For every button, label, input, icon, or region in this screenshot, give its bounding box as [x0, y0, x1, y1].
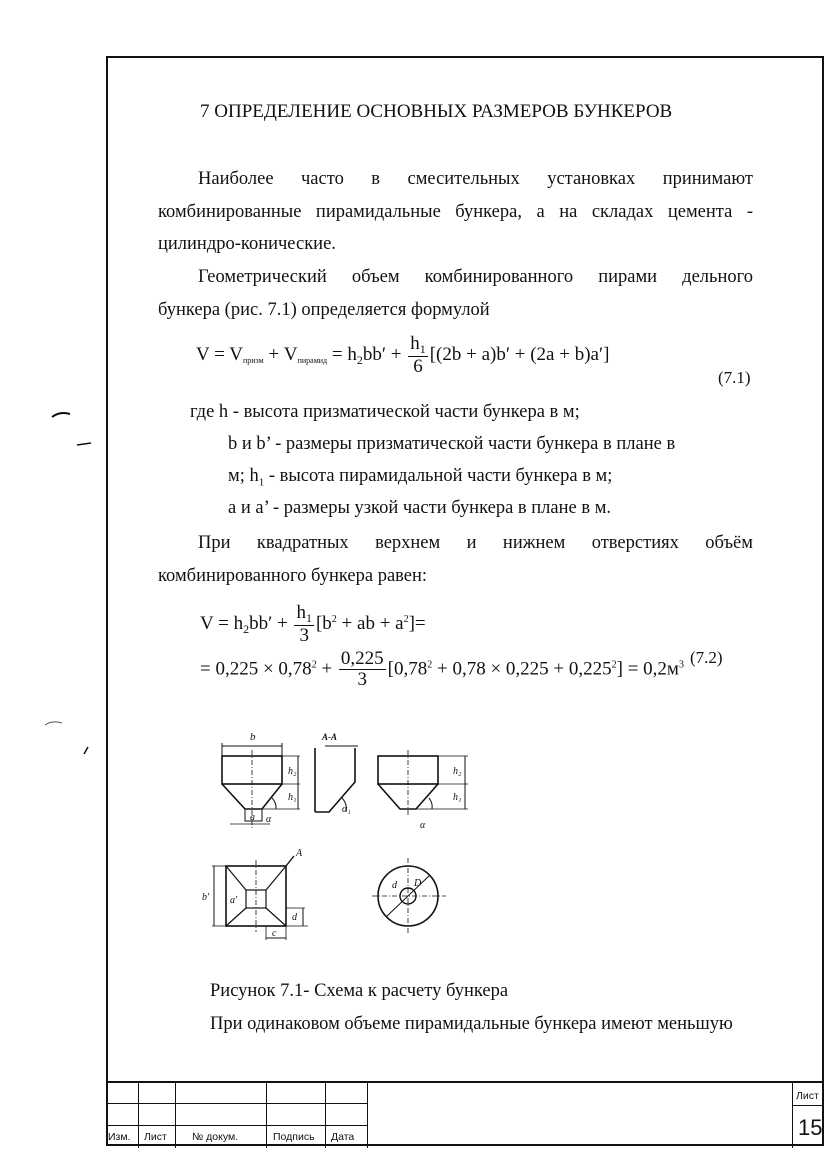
superscript: 2 — [331, 614, 337, 626]
fraction — [339, 649, 386, 691]
denominator: 3 — [357, 668, 368, 690]
last-line: При одинаковом объеме пирамидальные бункера имеют меньшую — [210, 1014, 733, 1034]
formula-7-2-line-1 — [200, 603, 426, 646]
word: пирамидальные — [315, 202, 441, 222]
formula-part: + ab + a — [336, 613, 404, 635]
formula-7-1 — [196, 334, 609, 377]
word: отверстиях — [591, 533, 679, 553]
label-bprime: b′ — [202, 892, 210, 903]
equation-number-7-2: (7.2) — [690, 648, 723, 667]
formula-subscript: пирамид — [297, 356, 328, 366]
bunker-plan-circle — [372, 858, 446, 934]
formula-7-2-line-2 — [200, 649, 684, 691]
word: нижнем — [502, 533, 566, 553]
label-a: a — [250, 812, 255, 823]
word: объем — [351, 267, 400, 287]
word: Геометрический — [198, 267, 327, 287]
definition-a: а и а’ - размеры узкой части бункера в плане в м. — [228, 498, 612, 518]
numerator: h — [410, 333, 420, 354]
superscript: 2 — [403, 614, 409, 626]
figure-caption: Рисунок 7.1- Схема к расчету бункера — [210, 981, 509, 1001]
numerator: 0,225 — [340, 648, 384, 669]
column-sheet — [792, 1083, 793, 1148]
figure-7-1 — [200, 720, 490, 955]
label-date: Дата — [331, 1131, 355, 1143]
definition-b: b и b’ - размеры призматической части бункера в плане в — [228, 434, 676, 454]
label-h2: h₂ — [288, 766, 297, 777]
numerator: h — [296, 602, 306, 623]
formula-part: = h — [327, 344, 357, 366]
word: - — [746, 202, 753, 222]
word: дельного — [682, 267, 753, 287]
superscript: 2 — [611, 659, 617, 671]
label-aprime: a′ — [230, 895, 238, 906]
numerator-subscript: 1 — [305, 611, 312, 625]
word: бункера, — [455, 202, 522, 222]
word: Наиболее — [198, 169, 274, 189]
formula-part: [(2b + a)b′ + (2a + b)a′] — [429, 344, 610, 366]
formula-subscript: призм — [242, 356, 264, 366]
fraction — [408, 334, 428, 377]
formula-part: bb′ + — [249, 613, 293, 635]
label-sign: Подпись — [273, 1131, 315, 1143]
label-alpha: α — [266, 814, 272, 825]
denominator: 3 — [299, 624, 309, 646]
divider — [792, 1105, 822, 1106]
bunker-plan-square — [212, 856, 308, 940]
paragraph-1-line-1 — [198, 170, 753, 189]
formula-part: + 0,78 × 0,225 + 0,225 — [432, 658, 612, 680]
label-h1: h₁ — [288, 792, 297, 803]
scan-marks — [0, 370, 100, 770]
label-h2-right: h₂ — [453, 766, 462, 777]
label-list: Лист — [144, 1131, 167, 1143]
word: пирами — [598, 267, 658, 287]
formula-part: V = V — [196, 344, 243, 366]
word: цемента — [667, 202, 733, 222]
formula-part: + V — [263, 344, 298, 366]
bunker-elevation-right — [378, 750, 468, 815]
label-alpha1: α₁ — [342, 804, 351, 815]
word: верхнем — [375, 533, 441, 553]
definition-h: где h - высота призматической части бункера в м; — [190, 402, 580, 422]
word: а — [536, 202, 545, 222]
denominator: 6 — [413, 355, 423, 377]
word: установках — [547, 169, 636, 189]
paragraph-2-line-1 — [198, 268, 753, 287]
sheet-label: Лист — [796, 1090, 819, 1102]
formula-subscript: 2 — [243, 622, 250, 637]
formula-part: ] = 0,2м — [616, 658, 679, 680]
word: При — [198, 533, 231, 553]
equation-number-7-1: (7.1) — [718, 368, 751, 387]
superscript: 2 — [427, 659, 433, 671]
definition-h1 — [228, 467, 612, 489]
label-d-circle: d — [392, 880, 397, 891]
word: часто — [301, 169, 344, 189]
formula-part: V = h — [200, 613, 244, 635]
text: м; h — [228, 466, 259, 486]
paragraph-2-line-2: бункера (рис. 7.1) определяется формулой — [158, 300, 490, 320]
label-izm: Изм. — [108, 1131, 131, 1143]
formula-part: bb′ + — [362, 344, 407, 366]
formula-part: + — [316, 658, 337, 680]
section-heading: 7 ОПРЕДЕЛЕНИЕ ОСНОВНЫХ РАЗМЕРОВ БУНКЕРОВ — [200, 101, 673, 122]
paragraph-3-line-1 — [198, 534, 753, 553]
label-doc: № докум. — [192, 1131, 239, 1143]
word: квадратных — [256, 533, 349, 553]
word: на — [559, 202, 578, 222]
superscript: 2 — [311, 659, 317, 671]
numerator-subscript: 1 — [419, 342, 426, 356]
label-section: А-А — [322, 732, 338, 742]
title-block — [106, 1081, 824, 1148]
sheet-number: 15 — [798, 1115, 823, 1140]
bunker-elevation-left — [222, 743, 300, 830]
formula-part: [b — [315, 613, 332, 635]
label-alpha-right: α — [420, 820, 426, 831]
label-b: b — [250, 731, 256, 743]
word: смесительных — [407, 169, 520, 189]
formula-part: [0,78 — [387, 658, 428, 680]
word: принимают — [662, 169, 753, 189]
label-d-square: d — [292, 912, 297, 923]
label-c: c — [272, 928, 277, 939]
section-a-a — [315, 746, 358, 812]
paragraph-3-line-2: комбинированного бункера равен: — [158, 566, 428, 586]
text: - высота пирамидальной части бункера в м; — [264, 466, 613, 486]
word: складах — [591, 202, 654, 222]
paragraph-1-line-2 — [158, 203, 753, 222]
formula-part: ]= — [408, 613, 426, 635]
word: комбинированного — [424, 267, 574, 287]
label-D: D — [414, 878, 422, 889]
paragraph-1-line-3: цилиндро-конические. — [158, 234, 336, 254]
superscript: 3 — [678, 659, 684, 671]
word: комбинированные — [158, 202, 302, 222]
word: объём — [705, 533, 753, 553]
label-h1-right: h₁ — [453, 792, 462, 803]
fraction — [294, 603, 314, 646]
word: в — [371, 169, 381, 189]
formula-part: = 0,225 × 0,78 — [200, 658, 312, 680]
formula-subscript: 2 — [356, 353, 363, 368]
label-A: A — [296, 848, 303, 859]
word: и — [466, 533, 477, 553]
subscript: 1 — [258, 476, 265, 489]
